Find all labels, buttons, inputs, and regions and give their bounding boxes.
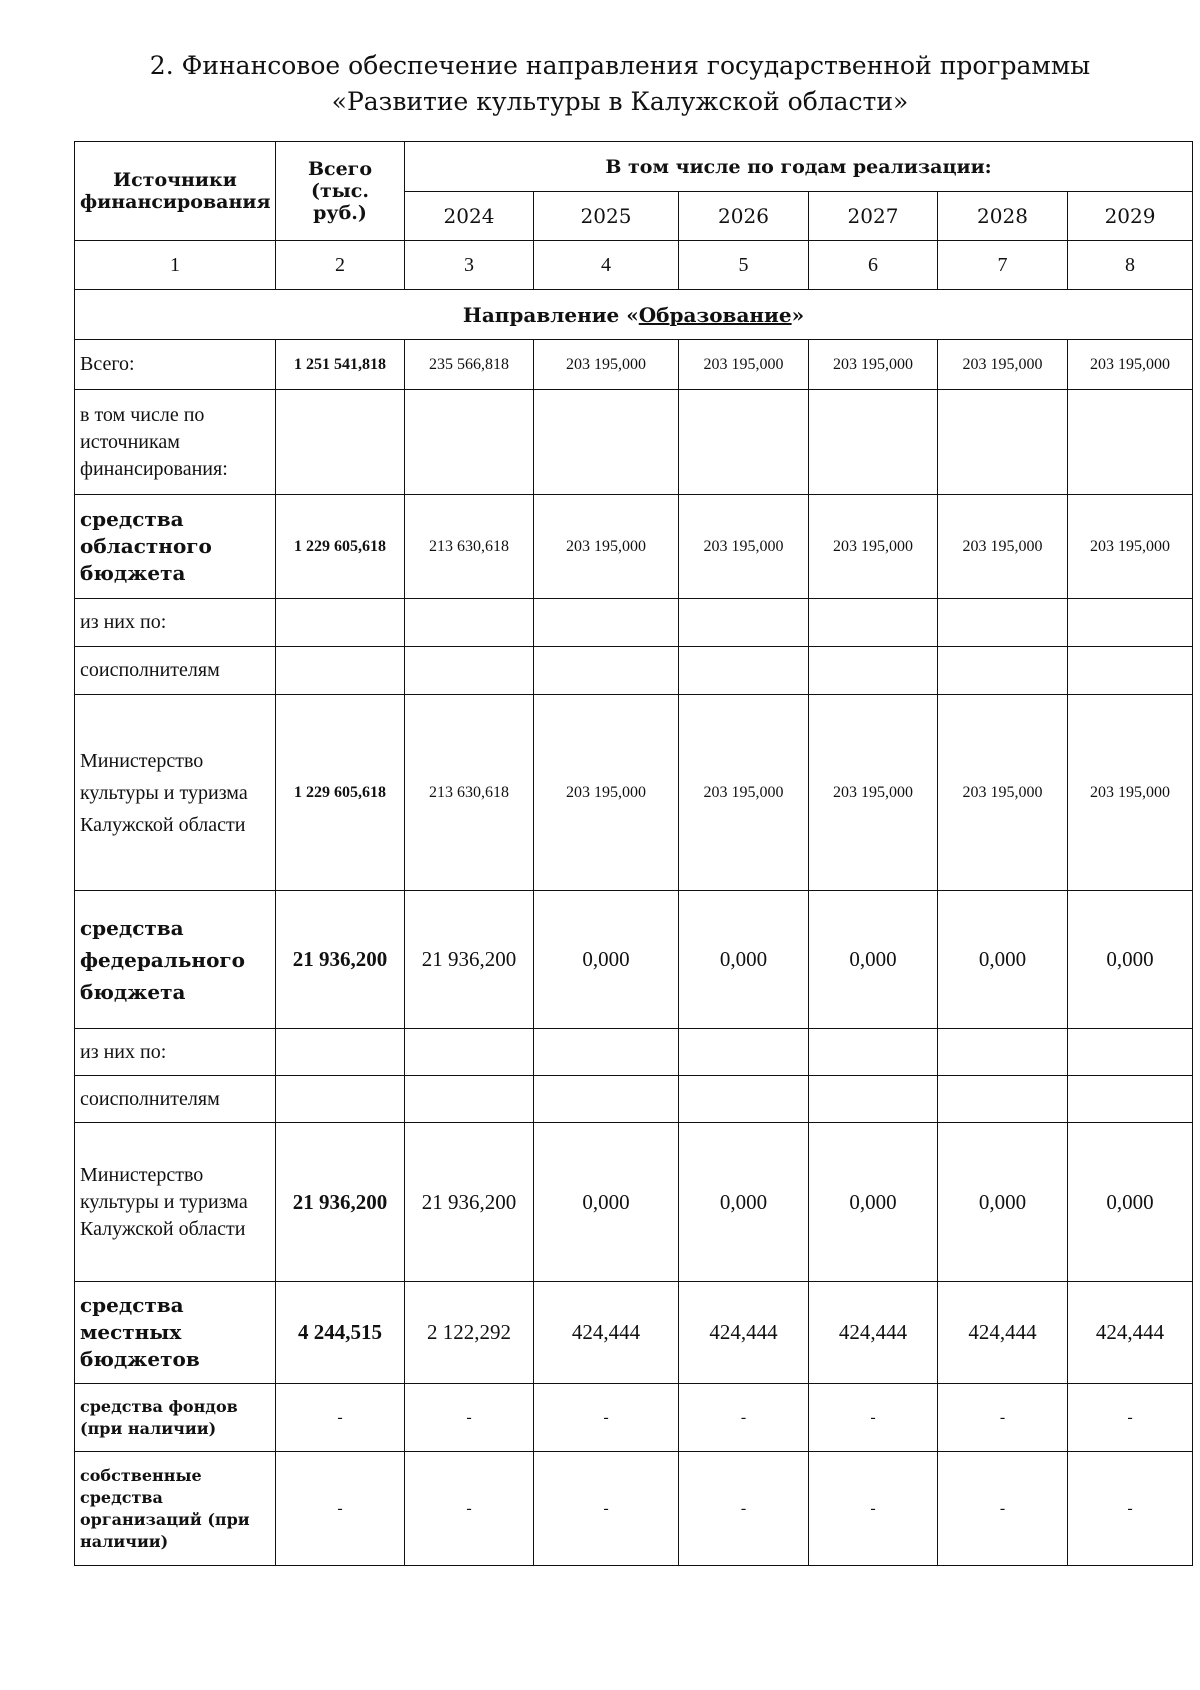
cell-value: 424,444 [1068, 1282, 1193, 1384]
cell-value: 203 195,000 [534, 695, 679, 891]
cell-value [534, 1029, 679, 1076]
cell-value: 21 936,200 [405, 891, 534, 1029]
cell-value: - [1068, 1384, 1193, 1452]
cell-value [679, 1076, 809, 1123]
table-row [75, 390, 1193, 495]
row-label: из них по: [75, 1029, 276, 1076]
header-by-years: В том числе по годам реализации: [405, 142, 1193, 192]
row-label: собственные средства организаций (при наличии) [75, 1452, 276, 1566]
column-number: 4 [534, 241, 679, 290]
table-row [75, 1384, 1193, 1452]
cell-value: - [679, 1384, 809, 1452]
table-row [75, 1123, 1193, 1282]
column-number: 1 [75, 241, 276, 290]
header-sources: Источники финансирования [75, 142, 276, 241]
cell-value: 203 195,000 [1068, 340, 1193, 390]
cell-value [679, 1029, 809, 1076]
cell-value: 203 195,000 [809, 495, 938, 599]
cell-value [679, 647, 809, 695]
table-row [75, 647, 1193, 695]
row-label: соисполнителям [75, 647, 276, 695]
cell-value [1068, 1076, 1193, 1123]
cell-value [1068, 390, 1193, 495]
table-row [75, 1452, 1193, 1566]
row-label: Всего: [75, 340, 276, 390]
cell-value: - [276, 1384, 405, 1452]
cell-value: 21 936,200 [405, 1123, 534, 1282]
cell-value: - [276, 1452, 405, 1566]
cell-value: 0,000 [534, 1123, 679, 1282]
column-number: 6 [809, 241, 938, 290]
header-total: Всего (тыс. руб.) [276, 142, 405, 241]
cell-value: 203 195,000 [809, 340, 938, 390]
cell-value [405, 1029, 534, 1076]
cell-value: - [809, 1452, 938, 1566]
cell-value: 203 195,000 [938, 695, 1068, 891]
cell-value [938, 1076, 1068, 1123]
table-row [75, 1282, 1193, 1384]
cell-value [809, 647, 938, 695]
cell-value: 213 630,618 [405, 495, 534, 599]
cell-value: 0,000 [938, 891, 1068, 1029]
cell-value [679, 599, 809, 647]
cell-value [938, 599, 1068, 647]
cell-value: 21 936,200 [276, 891, 405, 1029]
cell-value [938, 390, 1068, 495]
column-numbers-row [75, 241, 1193, 290]
cell-value [276, 599, 405, 647]
cell-value: 21 936,200 [276, 1123, 405, 1282]
cell-value: 203 195,000 [679, 695, 809, 891]
cell-value [534, 599, 679, 647]
column-number: 7 [938, 241, 1068, 290]
cell-value: 0,000 [1068, 1123, 1193, 1282]
table-row [75, 340, 1193, 390]
cell-value: 203 195,000 [938, 340, 1068, 390]
cell-value [938, 1029, 1068, 1076]
cell-value: - [534, 1384, 679, 1452]
section-name: Образование [638, 302, 792, 327]
cell-value: 0,000 [679, 1123, 809, 1282]
cell-value: - [405, 1452, 534, 1566]
table-row [75, 695, 1193, 891]
column-number: 2 [276, 241, 405, 290]
cell-value: 1 251 541,818 [276, 340, 405, 390]
cell-value: - [534, 1452, 679, 1566]
cell-value [809, 390, 938, 495]
column-number: 5 [679, 241, 809, 290]
column-number: 8 [1068, 241, 1193, 290]
cell-value [534, 390, 679, 495]
row-label: средства областного бюджета [75, 495, 276, 599]
cell-value: - [679, 1452, 809, 1566]
cell-value [809, 599, 938, 647]
row-label: средства местных бюджетов [75, 1282, 276, 1384]
title-line-1: 2. Финансовое обеспечение направления государственной программы [149, 51, 1091, 80]
cell-value: 0,000 [809, 1123, 938, 1282]
cell-value: 0,000 [679, 891, 809, 1029]
cell-value: 1 229 605,618 [276, 495, 405, 599]
cell-value: - [809, 1384, 938, 1452]
header-year: 2024 [405, 192, 534, 241]
cell-value [405, 1076, 534, 1123]
cell-value: 203 195,000 [1068, 495, 1193, 599]
row-label: из них по: [75, 599, 276, 647]
cell-value: - [938, 1384, 1068, 1452]
cell-value: - [405, 1384, 534, 1452]
cell-value [534, 647, 679, 695]
cell-value [809, 1076, 938, 1123]
table-row [75, 599, 1193, 647]
cell-value: 203 195,000 [534, 340, 679, 390]
cell-value [276, 647, 405, 695]
table-row [75, 1029, 1193, 1076]
cell-value [405, 599, 534, 647]
cell-value [1068, 647, 1193, 695]
cell-value: 203 195,000 [679, 495, 809, 599]
cell-value: 0,000 [938, 1123, 1068, 1282]
header-year: 2025 [534, 192, 679, 241]
cell-value: 424,444 [679, 1282, 809, 1384]
header-year: 2027 [809, 192, 938, 241]
section-row [75, 290, 1193, 340]
cell-value [938, 647, 1068, 695]
cell-value [276, 390, 405, 495]
table-row [75, 495, 1193, 599]
cell-value: - [938, 1452, 1068, 1566]
cell-value: 203 195,000 [809, 695, 938, 891]
cell-value: 2 122,292 [405, 1282, 534, 1384]
table-row [75, 1076, 1193, 1123]
cell-value: 203 195,000 [1068, 695, 1193, 891]
header-year: 2026 [679, 192, 809, 241]
row-label: Министерство культуры и туризма Калужской области [75, 1123, 276, 1282]
cell-value [405, 647, 534, 695]
cell-value: 424,444 [809, 1282, 938, 1384]
cell-value [809, 1029, 938, 1076]
cell-value [1068, 599, 1193, 647]
row-label: средства фондов (при наличии) [75, 1384, 276, 1452]
title-line-2: «Развитие культуры в Калужской области» [331, 87, 909, 116]
cell-value: 0,000 [534, 891, 679, 1029]
row-label: в том числе по источникам финансирования: [75, 390, 276, 495]
cell-value: 213 630,618 [405, 695, 534, 891]
row-label: Министерство культуры и туризма Калужской области [75, 695, 276, 891]
section-title: Направление «Образование» [75, 290, 1193, 340]
document-title [0, 48, 1200, 120]
cell-value [405, 390, 534, 495]
cell-value: - [1068, 1452, 1193, 1566]
column-number: 3 [405, 241, 534, 290]
cell-value: 0,000 [1068, 891, 1193, 1029]
cell-value: 0,000 [809, 891, 938, 1029]
header-year: 2028 [938, 192, 1068, 241]
cell-value: 235 566,818 [405, 340, 534, 390]
row-label: средства федерального бюджета [75, 891, 276, 1029]
cell-value: 203 195,000 [534, 495, 679, 599]
cell-value [679, 390, 809, 495]
table-row [75, 891, 1193, 1029]
cell-value [1068, 1029, 1193, 1076]
cell-value: 424,444 [534, 1282, 679, 1384]
header-row-1 [75, 142, 1193, 192]
cell-value [276, 1076, 405, 1123]
cell-value: 203 195,000 [679, 340, 809, 390]
cell-value: 1 229 605,618 [276, 695, 405, 891]
cell-value: 203 195,000 [938, 495, 1068, 599]
row-label: соисполнителям [75, 1076, 276, 1123]
cell-value [534, 1076, 679, 1123]
cell-value [276, 1029, 405, 1076]
cell-value: 4 244,515 [276, 1282, 405, 1384]
header-year: 2029 [1068, 192, 1193, 241]
cell-value: 424,444 [938, 1282, 1068, 1384]
financing-table [74, 141, 1193, 1566]
